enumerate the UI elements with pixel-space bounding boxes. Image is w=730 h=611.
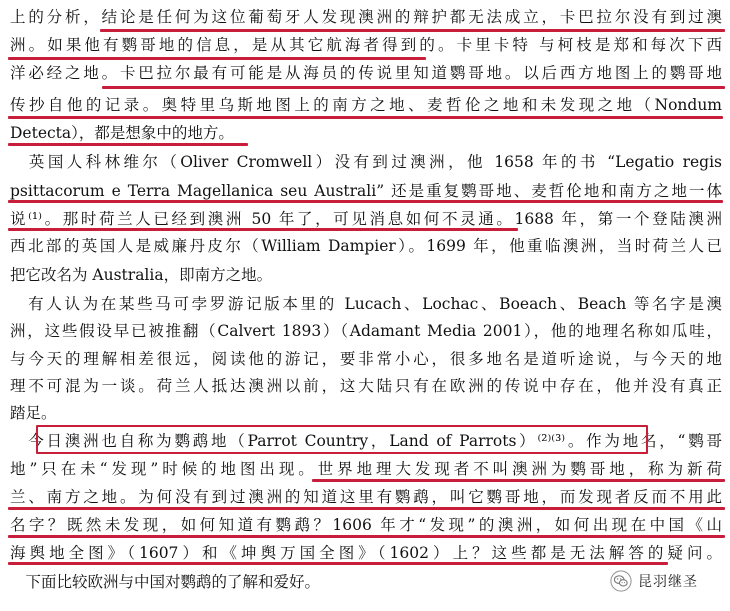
text-line: 把它改名为 Australia，即南方之地。 xyxy=(10,266,273,284)
text-line: 今日澳洲也自称为鹦鹉地（Parrot Country，Land of Parrots）⁽²⁾⁽³⁾。作为地名，“鹦哥 xyxy=(10,432,722,450)
text-line: 洲。如果他有鹦哥地的信息，是从其它航海者得到的。卡里卡特 与柯枝是郑和每次下西 xyxy=(10,36,722,54)
text-line: 上的分析，结论是任何为这位葡萄牙人发现澳洲的辩护都无法成立，卡巴拉尔没有到过澳 xyxy=(10,8,722,26)
highlight-underline xyxy=(8,57,426,60)
highlight-underline xyxy=(8,507,725,510)
text-line: 踏足。 xyxy=(10,404,57,422)
text-line: 地”只在未“发现”时候的地图出现。世界地理大发现者不叫澳洲为鹦哥地，称为新荷 xyxy=(10,460,722,478)
highlight-underline xyxy=(312,479,725,482)
highlight-underline xyxy=(100,29,725,32)
highlight-underline xyxy=(8,562,668,565)
highlight-underline xyxy=(8,535,725,538)
text-line: 名字？既然未发现，如何知道有鹦鹉？1606 年才“发现”的澳洲，如何出现在中国《山 xyxy=(10,516,722,534)
text-line: 西北部的英国人是威廉丹皮尔（William Dampier）。1699 年，他重临澳洲，当时荷兰人已 xyxy=(10,237,722,255)
text-line: 传抄自他的记录。奥特里乌斯地图上的南方之地、麦哲伦之地和未发现之地（Nondum xyxy=(10,96,722,114)
highlight-underline xyxy=(8,143,248,146)
text-line: Detecta），都是想象中的地方。 xyxy=(10,124,234,142)
highlight-underline xyxy=(8,200,723,203)
highlight-underline xyxy=(102,86,725,89)
watermark-text: 昆羽继圣 xyxy=(638,574,698,590)
text-line: 英国人科林维尔（Oliver Cromwell）没有到过澳洲，他 1658 年的书 “Legatio regis xyxy=(10,153,722,171)
watermark xyxy=(610,568,698,594)
text-line: 洋必经之地。卡巴拉尔最有可能是从海员的传说里知道鹦哥地。以后西方地图上的鹦哥地 xyxy=(10,64,722,82)
text-line: psittacorum e Terra Magellanica seu Australi” 还是重复鹦哥地、麦哲伦地和南方之地一体 xyxy=(10,182,722,200)
wechat-logo-icon xyxy=(610,570,632,592)
highlight-underline xyxy=(8,228,518,231)
text-line: 与今天的理解相差很远，阅读他的游记，要非常小心，很多地名是道听途说，与今天的地 xyxy=(10,350,722,368)
text-line: 洲，这些假设早已被推翻（Calvert 1893）（Adamant Media 2001），他的地理名称如瓜哇， xyxy=(10,322,722,340)
highlight-underline xyxy=(8,116,723,119)
text-line: 兰、南方之地。为何没有到过澳洲的知道这里有鹦鹉，叫它鹦哥地，而发现者反而不用此 xyxy=(10,488,722,506)
text-line: 理不可混为一谈。荷兰人抵达澳洲以前，这大陆只有在欧洲的传说中存在，他并没有真正 xyxy=(10,377,722,395)
text-line: 下面比较欧洲与中国对鹦鹉的了解和爱好。 xyxy=(10,573,321,591)
text-line: 有人认为在某些马可孛罗游记版本里的 Lucach、Lochac、Boeach、Beach 等名字是澳 xyxy=(10,295,722,313)
text-line: 说⁽¹⁾。那时荷兰人已经到澳洲 50 年了，可见消息如何不灵通。1688 年，第一个登陆澳洲 xyxy=(10,210,722,228)
highlight-box xyxy=(36,425,648,454)
text-line: 海舆地全图》（1607）和《坤舆万国全图》（1602）上？这些都是无法解答的疑问。 xyxy=(10,544,722,562)
